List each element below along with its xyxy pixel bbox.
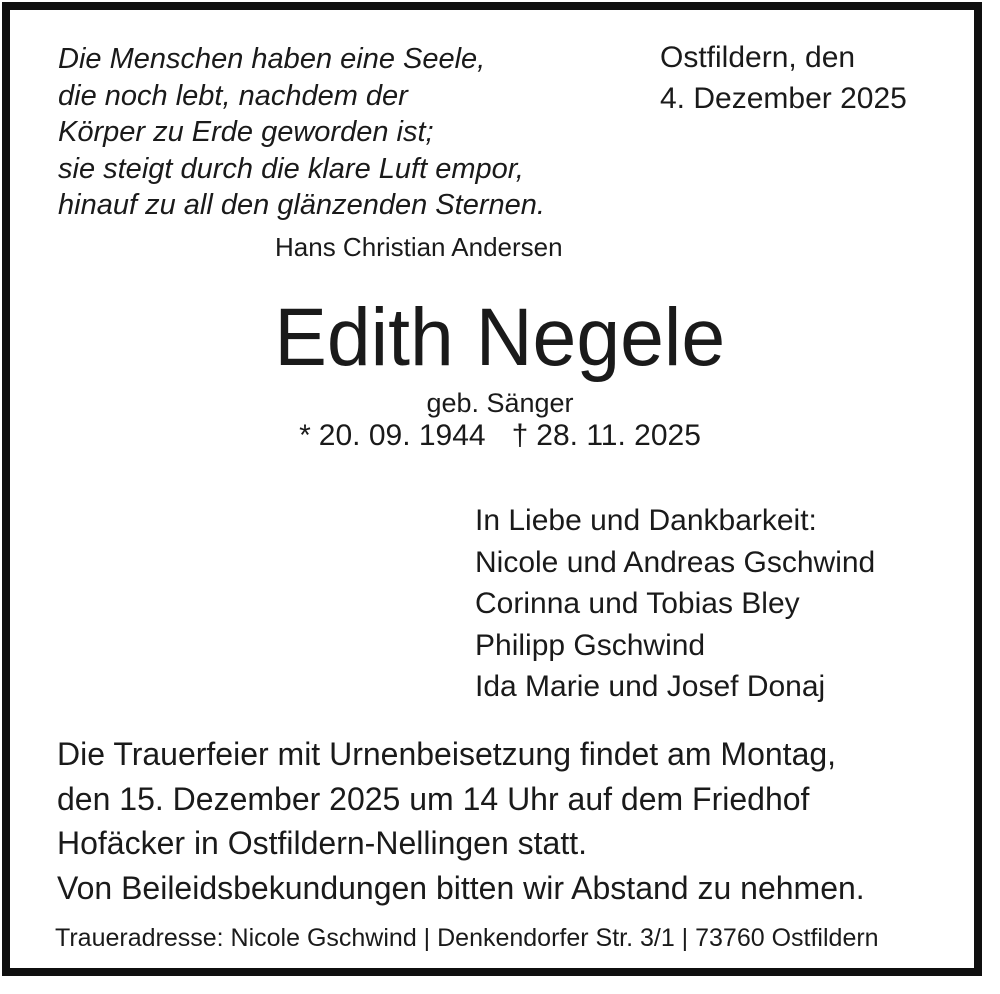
- poem-line: hinauf zu all den glänzenden Sternen.: [58, 189, 545, 222]
- death-date: 28. 11. 2025: [536, 419, 701, 452]
- dateline-city: Ostfildern, den: [660, 41, 856, 74]
- deceased-name-text: Edith Negele: [274, 292, 726, 383]
- maiden-name: geb. Sänger: [426, 388, 574, 418]
- funeral-line: den 15. Dezember 2025 um 14 Uhr auf dem Friedhof: [57, 780, 810, 817]
- poem-line: die noch lebt, nachdem der: [58, 79, 408, 112]
- mourners-intro: In Liebe und Dankbarkeit:: [475, 504, 817, 537]
- mourning-address: Traueradresse: Nicole Gschwind | Denkendorfer Str. 3/1 | 73760 Ostfildern: [55, 924, 879, 952]
- mourner-name: Nicole und Andreas Gschwind: [475, 545, 876, 579]
- life-dates: [0, 419, 1000, 453]
- mourner-name: Ida Marie und Josef Donaj: [475, 670, 826, 703]
- mourners-block: [475, 500, 875, 708]
- funeral-info: [57, 732, 865, 910]
- funeral-line: Von Beileidsbekundungen bitten wir Abstand zu nehmen.: [57, 869, 865, 906]
- deceased-name: [0, 292, 1000, 383]
- poem-line: sie steigt durch die klare Luft empor,: [58, 152, 524, 185]
- poem-block: [58, 41, 563, 266]
- mourner-name: Corinna und Tobias Bley: [475, 587, 800, 620]
- birth-symbol: *: [299, 419, 311, 452]
- birth-date: 20. 09. 1944: [318, 419, 486, 452]
- death-cross-symbol: †: [511, 419, 529, 452]
- funeral-line: Die Trauerfeier mit Urnenbeisetzung findet am Montag,: [57, 736, 837, 772]
- funeral-line: Hofäcker in Ostfildern-Nellingen statt.: [57, 825, 587, 861]
- dateline: [660, 38, 907, 119]
- poem-attribution: Hans Christian Andersen: [275, 231, 563, 262]
- mourner-name: Philipp Gschwind: [475, 628, 706, 662]
- poem-line: Die Menschen haben eine Seele,: [58, 43, 486, 75]
- dateline-date: 4. Dezember 2025: [660, 81, 907, 115]
- poem-line: Körper zu Erde geworden ist;: [58, 116, 434, 149]
